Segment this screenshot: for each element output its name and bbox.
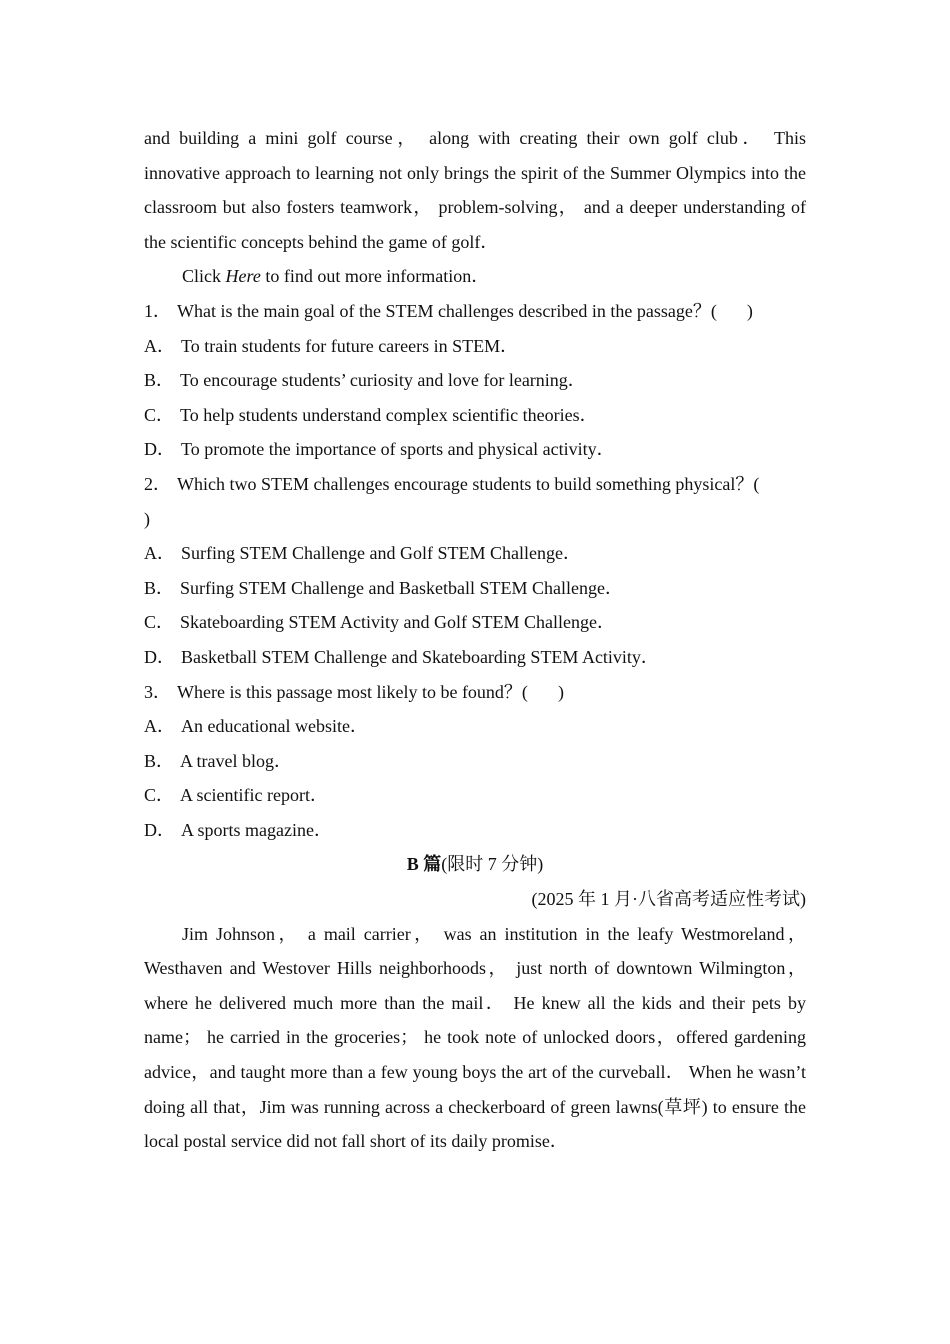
click-here-line — [144, 259, 806, 294]
question-close: ) — [746, 300, 753, 321]
question-text: Where is this passage most likely to be found？( — [177, 681, 528, 702]
section-b-source: (2025 年 1 月·八省高考适应性考试) — [531, 889, 806, 910]
option-text: Basketball STEM Challenge and Skateboarding STEM Activity． — [181, 646, 659, 667]
option-c[interactable] — [144, 778, 806, 813]
option-text: To train students for future careers in STEM． — [181, 335, 519, 356]
option-text: To help students understand complex scientific theories． — [180, 404, 598, 425]
document-page — [144, 121, 806, 1159]
question-stem — [144, 467, 806, 536]
question-2 — [144, 467, 806, 675]
question-text: What is the main goal of the STEM challenges described in the passage？( — [177, 300, 717, 321]
option-text: To encourage students’ curiosity and love for learning． — [180, 370, 586, 391]
option-d[interactable] — [144, 640, 806, 675]
question-close: ) — [144, 508, 150, 529]
section-b-paragraph: Jim Johnson， a mail carrier， was an institution in the leafy Westmoreland， Westhaven and Westover Hills neighborhoods， just north of downtown Wilmington，where he delivered much more than the mail． He knew all the kids and their pets by name； he carried in the groceries； he took note of unlocked doors，offered gardening advice，and taught more than a few young boys the art of the curveball． When he wasn’t doing all that，Jim was running across a checkerboard of green lawns(草坪) to ensure the local postal service did not fall short of its daily promise． — [144, 923, 806, 1152]
option-letter: D． — [144, 646, 175, 667]
option-letter: B． — [144, 370, 175, 391]
option-letter: C． — [144, 404, 175, 425]
option-text: Surfing STEM Challenge and Golf STEM Challenge． — [181, 543, 581, 564]
passage-a-continuation: and building a mini golf course， along with creating their own golf club． This innovative approach to learning not only brings the spirit of the Summer Olympics into the classroom but also fosters teamwork， problem-solving， and a deeper understanding of the scientific concepts behind the game of golf． — [144, 128, 806, 252]
option-a[interactable] — [144, 536, 806, 571]
option-letter: B． — [144, 577, 175, 598]
question-3 — [144, 675, 806, 848]
question-number: 2． — [144, 473, 171, 494]
question-stem — [144, 675, 806, 710]
question-number: 1． — [144, 300, 171, 321]
option-text: A sports magazine． — [181, 819, 332, 840]
option-letter: A． — [144, 335, 175, 356]
here-link[interactable]: Here — [225, 266, 261, 287]
option-d[interactable] — [144, 813, 806, 848]
question-close: ) — [557, 681, 564, 702]
question-number: 3． — [144, 681, 171, 702]
option-letter: C． — [144, 785, 175, 806]
option-letter: A． — [144, 543, 175, 564]
option-text: Surfing STEM Challenge and Basketball STEM Challenge． — [180, 577, 623, 598]
click-prefix: Click — [182, 266, 226, 287]
section-b-time-limit: (限时 7 分钟) — [441, 854, 544, 875]
option-c[interactable] — [144, 398, 806, 433]
option-a[interactable] — [144, 329, 806, 364]
question-stem — [144, 294, 806, 329]
option-b[interactable] — [144, 744, 806, 779]
section-b-label: B 篇 — [406, 854, 442, 875]
section-b-title — [144, 847, 806, 882]
option-letter: C． — [144, 612, 175, 633]
option-text: To promote the importance of sports and physical activity． — [181, 439, 615, 460]
option-letter: B． — [144, 750, 175, 771]
option-b[interactable] — [144, 571, 806, 606]
question-text: Which two STEM challenges encourage students to build something physical？( — [177, 473, 760, 494]
option-text: An educational website． — [181, 716, 368, 737]
option-b[interactable] — [144, 363, 806, 398]
option-letter: A． — [144, 716, 175, 737]
option-text: Skateboarding STEM Activity and Golf STEM Challenge． — [180, 612, 615, 633]
option-text: A travel blog． — [180, 750, 292, 771]
option-d[interactable] — [144, 432, 806, 467]
option-a[interactable] — [144, 709, 806, 744]
question-1 — [144, 294, 806, 467]
option-c[interactable] — [144, 605, 806, 640]
option-letter: D． — [144, 819, 175, 840]
click-suffix: to find out more information． — [260, 266, 490, 287]
option-letter: D． — [144, 439, 175, 460]
option-text: A scientific report． — [180, 785, 328, 806]
